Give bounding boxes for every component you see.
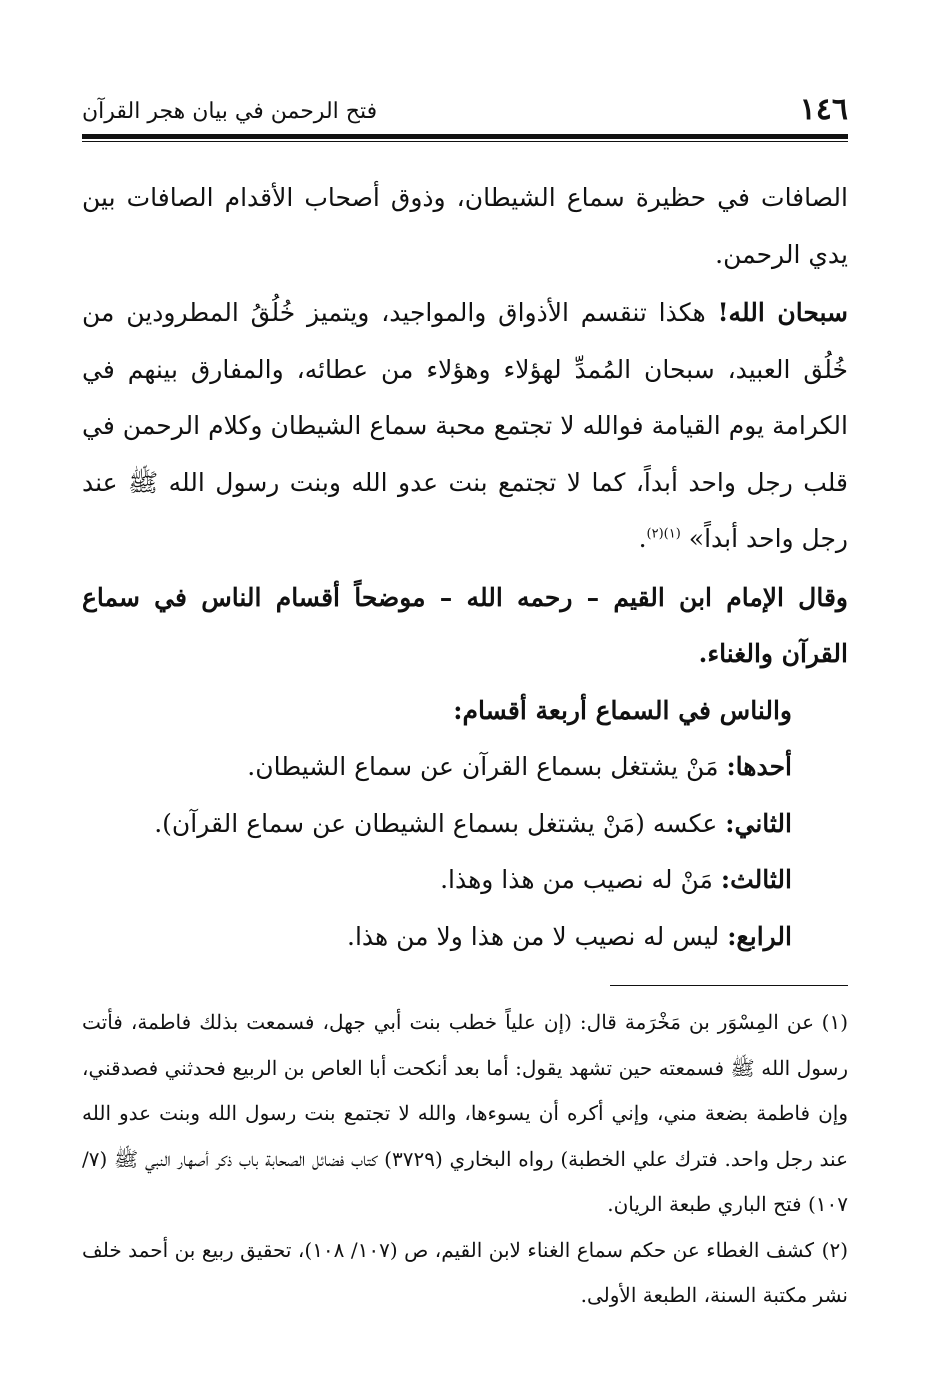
list-item-label: الثالث: <box>720 865 792 894</box>
footnote-separator <box>610 985 848 986</box>
list-item <box>82 852 792 909</box>
list-item <box>82 739 792 796</box>
footnote-number: (١) <box>821 1010 848 1034</box>
paragraph-2-end: . <box>638 524 647 553</box>
paragraph-2 <box>82 285 848 568</box>
list-intro: والناس في السماع أربعة أقسام: <box>453 695 792 725</box>
list-item-label: الرابع: <box>727 921 792 951</box>
list-item-text: ليس له نصيب لا من هذا ولا من هذا. <box>347 921 728 951</box>
list-item-label: أحدها: <box>726 752 792 781</box>
paragraph-2-lead: سبحان الله! <box>717 298 848 327</box>
footnote-1 <box>82 1000 848 1228</box>
paragraph-1: الصافات في حظيرة سماع الشيطان، وذوق أصحاب الأقدام الصافات بين يدي الرحمن. <box>82 183 848 269</box>
footnotes <box>82 1000 848 1319</box>
list-item-text: مَنْ له نصيب من هذا وهذا. <box>440 865 721 894</box>
list-item <box>82 909 792 966</box>
running-title: فتح الرحمن في بيان هجر القرآن <box>82 99 378 124</box>
paragraph-2-text: هكذا تنقسم الأذواق والمواجيد، ويتميز خُلُقُ المطرودين من خُلُق العبيد، سبحان المُمدِّ لهؤلاء وهؤلاء من عطائه، والمفارق بينهم في الكرامة يوم القيامة فوالله لا تجتمع محبة سماع الشيطان وكلام الرحمن في قلب رجل واحد أبداً، كما لا تجتمع بنت عدو الله وبنت رسول الله ﷺ عند رجل واحد أبداً» <box>82 298 848 553</box>
divisions-list <box>82 683 848 966</box>
footnote-text: عن المِسْوَر بن مَخْرَمة قال: (إن علياً خطب بنت أبي جهل، فسمعت بذلك فاطمة، فأتت رسول الله ﷺ فسمعته حين تشهد يقول: أما بعد أنكحت أبا العاص بن الربيع فحدثني فصدقني، وإن فاطمة بضعة مني، وإني أكره أن يسوءها، والله لا تجتمع بنت رسول الله وبنت عدو الله عند رجل واحد. فترك علي الخطبة) رواه البخاري (٣٧٢٩) كتاب فضائل الصحابة باب ذكر أصهار النبي ﷺ (٧/ ١٠٧) فتح الباري طبعة الريان. <box>82 1010 849 1216</box>
footnote-text: كشف الغطاء عن حكم سماع الغناء لابن القيم، ص (١٠٧/ ١٠٨)، تحقيق ربيع بن أحمد خلف نشر مكتبة السنة، الطبعة الأولى. <box>82 1237 848 1307</box>
list-item <box>82 796 792 853</box>
list-item-text: عكسه (مَنْ يشتغل بسماع الشيطان عن سماع القرآن). <box>154 808 726 838</box>
page-header <box>82 92 848 128</box>
header-rule-thick <box>82 134 848 139</box>
list-item-text: مَنْ يشتغل بسماع القرآن عن سماع الشيطان. <box>247 752 727 781</box>
footnote-refs: (١)(٢) <box>646 526 681 542</box>
list-item-label: الثاني: <box>725 808 792 838</box>
page-number: ١٤٦ <box>799 92 848 127</box>
footnote-number: (٢) <box>821 1237 848 1262</box>
main-text <box>82 170 848 965</box>
header-rule-thin <box>82 141 848 142</box>
paragraph-3: وقال الإمام ابن القيم – رحمه الله – موضحاً أقسام الناس في سماع القرآن والغناء. <box>82 582 848 668</box>
footnote-2 <box>82 1228 848 1319</box>
